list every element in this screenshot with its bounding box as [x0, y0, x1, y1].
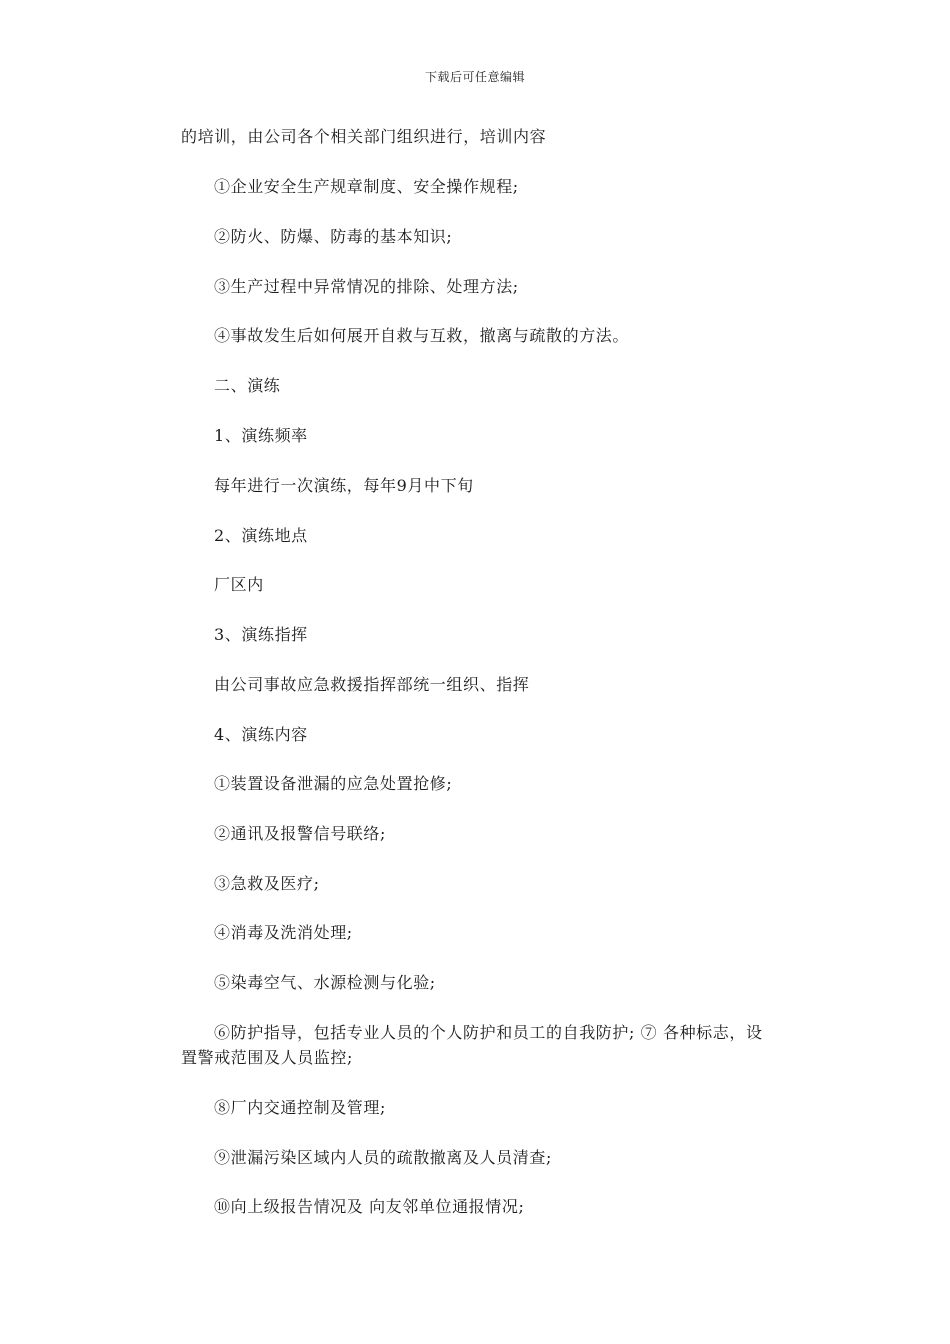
list-item-drill-3: ③急救及医疗; — [214, 874, 320, 893]
list-item-drill-2: ②通讯及报警信号联络; — [214, 824, 386, 843]
paragraph-drill-frequency: 每年进行一次演练，每年9月中下旬 — [214, 476, 474, 495]
list-item-drill-8: ⑧厂内交通控制及管理; — [214, 1098, 386, 1117]
list-item-drill-1: ①装置设备泄漏的应急处置抢修; — [214, 774, 453, 793]
subheading-drill-frequency: 1、演练频率 — [214, 426, 308, 445]
subheading-drill-command: 3、演练指挥 — [214, 625, 308, 644]
list-item-drill-7-continued: 置警戒范围及人员监控; — [181, 1048, 353, 1067]
list-item-drill-6-7: ⑥防护指导，包括专业人员的个人防护和员工的自我防护; ⑦ 各种标志，设 — [214, 1023, 763, 1042]
page-header: 下载后可任意编辑 — [424, 70, 525, 84]
list-item-training-2: ②防火、防爆、防毒的基本知识; — [214, 227, 453, 246]
paragraph-drill-location: 厂区内 — [214, 575, 264, 594]
paragraph-drill-command: 由公司事故应急救援指挥部统一组织、指挥 — [214, 675, 530, 694]
section-heading-drill: 二、演练 — [214, 376, 281, 395]
paragraph-training-intro: 的培训，由公司各个相关部门组织进行，培训内容 — [181, 127, 547, 146]
subheading-drill-content: 4、演练内容 — [214, 725, 308, 744]
list-item-drill-9: ⑨泄漏污染区域内人员的疏散撤离及人员清查; — [214, 1148, 552, 1167]
list-item-training-4: ④事故发生后如何展开自救与互救，撤离与疏散的方法。 — [214, 326, 630, 345]
list-item-training-1: ①企业安全生产规章制度、安全操作规程; — [214, 177, 519, 196]
list-item-drill-4: ④消毒及洗消处理; — [214, 923, 353, 942]
list-item-drill-10: ⑩向上级报告情况及 向友邻单位通报情况; — [214, 1197, 525, 1216]
list-item-drill-5: ⑤染毒空气、水源检测与化验; — [214, 973, 436, 992]
subheading-drill-location: 2、演练地点 — [214, 526, 308, 545]
list-item-training-3: ③生产过程中异常情况的排除、处理方法; — [214, 277, 519, 296]
